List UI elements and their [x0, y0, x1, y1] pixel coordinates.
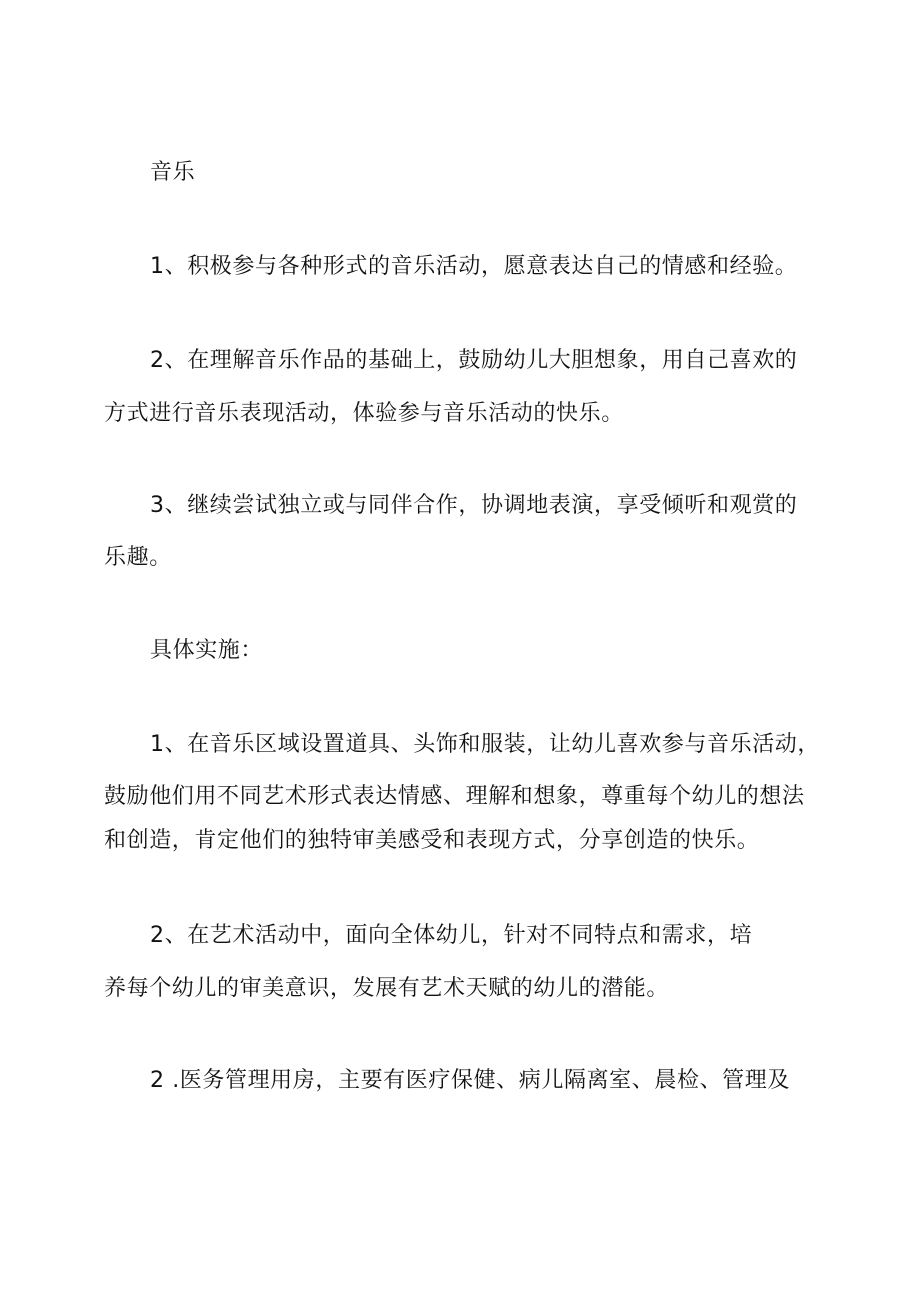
impl-2-line-2: 养每个幼儿的审美意识，发展有艺术天赋的幼儿的潜能。 [104, 976, 670, 1001]
impl-2-line-1: 2、在艺术活动中，面向全体幼儿，针对不同特点和需求，培 [150, 923, 753, 948]
heading-music: 音乐 [150, 160, 196, 185]
goal-2-line-1: 2、在理解音乐作品的基础上，鼓励幼儿大胆想象，用自己喜欢的 [150, 348, 798, 373]
goal-3-line-1: 3、继续尝试独立或与同伴合作，协调地表演，享受倾听和观赏的 [150, 493, 798, 518]
goal-2-line-2: 方式进行音乐表现活动，体验参与音乐活动的快乐。 [104, 401, 624, 426]
item-2-medical: 2 .医务管理用房，主要有医疗保健、病儿隔离室、晨检、管理及 [150, 1068, 790, 1093]
impl-1-line-1: 1、在音乐区域设置道具、头饰和服装，让幼儿喜欢参与音乐活动， [150, 732, 820, 757]
goal-1: 1、积极参与各种形式的音乐活动，愿意表达自己的情感和经验。 [150, 254, 798, 279]
impl-1-line-2: 鼓励他们用不同艺术形式表达情感、理解和想象，尊重每个幼儿的想法 [104, 784, 805, 809]
goal-3-line-2: 乐趣。 [104, 545, 172, 570]
impl-1-line-3: 和创造，肯定他们的独特审美感受和表现方式，分享创造的快乐。 [104, 828, 760, 853]
heading-implementation: 具体实施： [150, 638, 264, 663]
